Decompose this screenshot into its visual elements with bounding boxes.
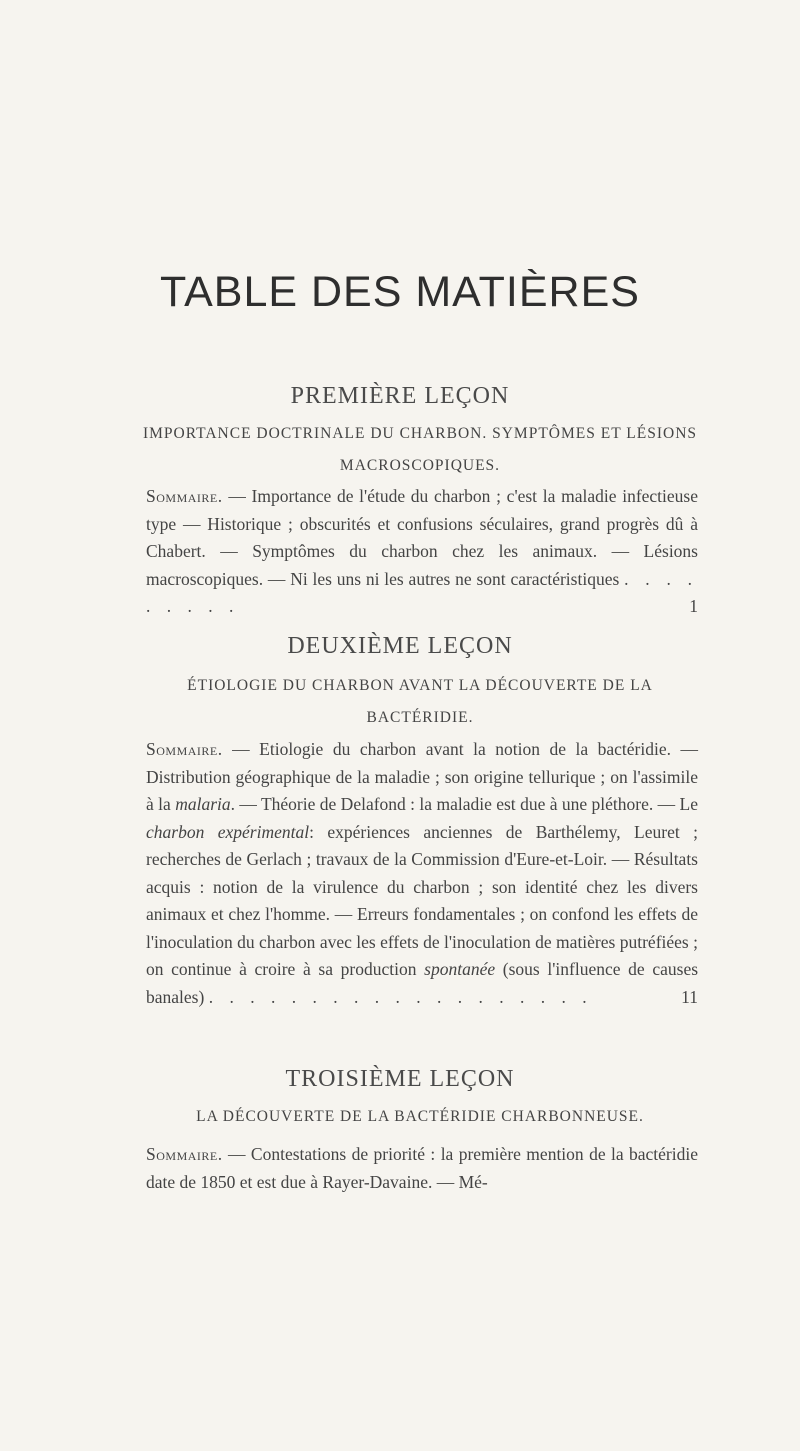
page-number: 11 — [681, 986, 698, 1007]
lesson-1-summary — [146, 483, 698, 621]
summary-emphasis-1: malaria — [175, 794, 231, 814]
dot-leader: . . . . . . . . . — [146, 568, 699, 616]
lesson-3-summary — [146, 1141, 698, 1196]
summary-text-4: (sous l'influence de causes banales) — [146, 959, 699, 1007]
summary-text-1: — Etiologie du charbon avant la notion de la bactéridie. — Distribution géographique de la maladie ; son origine tellurique ; on l'assimile à la — [146, 739, 698, 814]
summary-emphasis-2: charbon expérimental — [146, 821, 310, 842]
lesson-3-subheading: LA DÉCOUVERTE DE LA BACTÉRIDIE CHARBONNEUSE. — [196, 1108, 644, 1125]
lesson-3-heading: TROISIÈME LEÇON — [285, 1066, 515, 1092]
summary-text-3: : expériences anciennes de Barthélemy, Leuret ; recherches de Gerlach ; travaux de la Commission d'Eure-et-Loir. — Résultats acquis : notion de la virulence du charbon ; son identité chez les divers animaux et chez l'homme. — Erreurs fondamentales ; on confond les effets de l'inoculation du charbon avec les effets de l'inoculation de matières putréfiées ; on continue à croire à sa production — [146, 821, 698, 979]
summary-text-2: . — Théorie de Delafond : la maladie est due à une pléthore. — Le — [230, 794, 698, 814]
lesson-2-heading: DEUXIÈME LEÇON — [287, 633, 513, 659]
dot-leader: . . . . . . . . . . . . . . . . . . . — [208, 986, 593, 1007]
page-title: TABLE DES MATIÈRES — [160, 268, 640, 316]
summary-text: — Contestations de priorité : la première mention de la bactéridie date de 1850 et est due à Rayer-Davaine. — Mé- — [146, 1144, 698, 1192]
lesson-1-heading: PREMIÈRE LEÇON — [290, 383, 510, 409]
summary-text: — Importance de l'étude du charbon ; c'est la maladie infectieuse type — Historique ; obscurités et confusions séculaires, grand progrès dû à Chabert. — Symptômes du charbon chez les animaux. — Lésions macroscopiques. — Ni les uns ni les autres ne sont caractéristiques — [146, 486, 698, 589]
lesson-1-subheading: IMPORTANCE DOCTRINALE DU CHARBON. SYMPTÔMES ET LÉSIONS MACROSCOPIQUES. — [142, 425, 698, 474]
summary-lead: Sommaire. — [146, 486, 223, 506]
page-number: 1 — [689, 596, 698, 616]
lesson-2-subheading: ÉTIOLOGIE DU CHARBON AVANT LA DÉCOUVERTE DE LA BACTÉRIDIE. — [187, 677, 653, 726]
lesson-2-summary — [146, 736, 698, 1011]
summary-emphasis-3: spontanée — [424, 959, 496, 979]
summary-lead: Sommaire. — [146, 1144, 223, 1164]
summary-lead: Sommaire. — [146, 739, 223, 759]
